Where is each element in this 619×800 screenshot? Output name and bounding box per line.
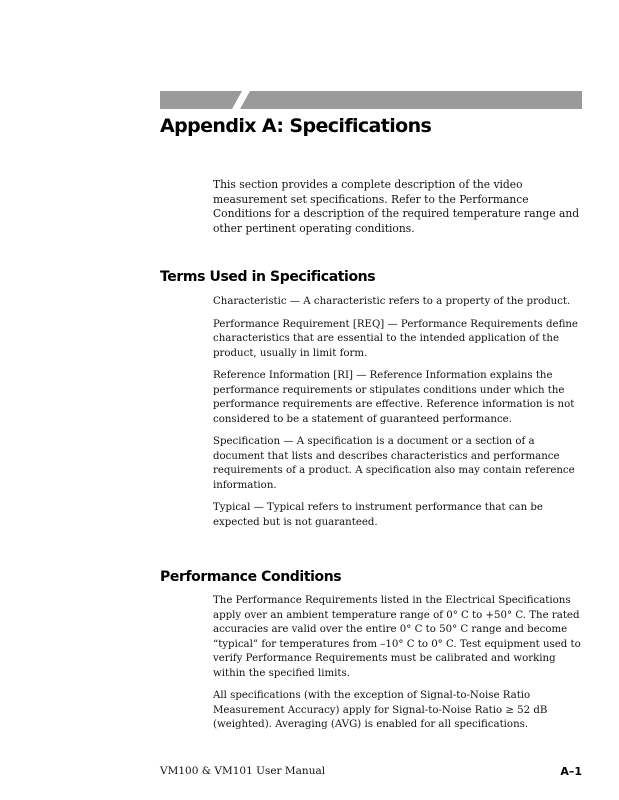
performance-snr-paragraph: All specifications (with the exception of Signal-to-Noise Ratio Measurement Accuracy) apply for Signal-to-Noise Ratio ≥ 52 dB (weighted). Averaging (AVG) is enabled for all specifications. — [213, 690, 548, 730]
term-characteristic: Characteristic — A characteristic refers to a property of the product. — [213, 296, 571, 307]
header-bar-slash — [160, 91, 582, 109]
performance-section — [213, 594, 581, 741]
intro-paragraph — [213, 178, 581, 245]
performance-temperature-paragraph: The Performance Requirements listed in the Electrical Specifications apply over an ambient temperature range of 0° C to +50° C. The rated accuracies are valid over the entire 0° C to 50° C range and become “typical” for temperatures from –10° C to 0° C. Test equipment used to verify Performance Requirements must be calibrated and working within the specified limits. — [213, 595, 581, 679]
term-specification: Specification — A specification is a document or a section of a document that lists and describes characteristics and performance requirements of a product. A specification also may contain reference information. — [213, 436, 575, 491]
performance-heading: Performance Conditions — [160, 569, 342, 585]
term-reference-information: Reference Information [RI] — Reference Information explains the performance requirements or stipulates conditions under which the performance requirements are effective. Reference information is not considered to be a statement of guaranteed performance. — [213, 370, 575, 425]
footer-page-number: A–1 — [560, 765, 582, 778]
intro-text: This section provides a complete description of the video measurement set specifications. Refer to the Performance Conditions for a description of the required temperature range and other pertinent operating conditions. — [213, 178, 580, 236]
footer-manual-title: VM100 & VM101 User Manual — [160, 765, 326, 777]
term-typical: Typical — Typical refers to instrument performance that can be expected but is not guaranteed. — [213, 502, 543, 528]
page-title: Appendix A: Specifications — [160, 115, 432, 137]
chapter-header-bar — [160, 91, 582, 109]
term-performance-requirement: Performance Requirement [REQ] — Performance Requirements define characteristics that are essential to the intended application of the product, usually in limit form. — [213, 318, 578, 359]
terms-heading: Terms Used in Specifications — [160, 269, 376, 285]
terms-section — [213, 295, 581, 538]
